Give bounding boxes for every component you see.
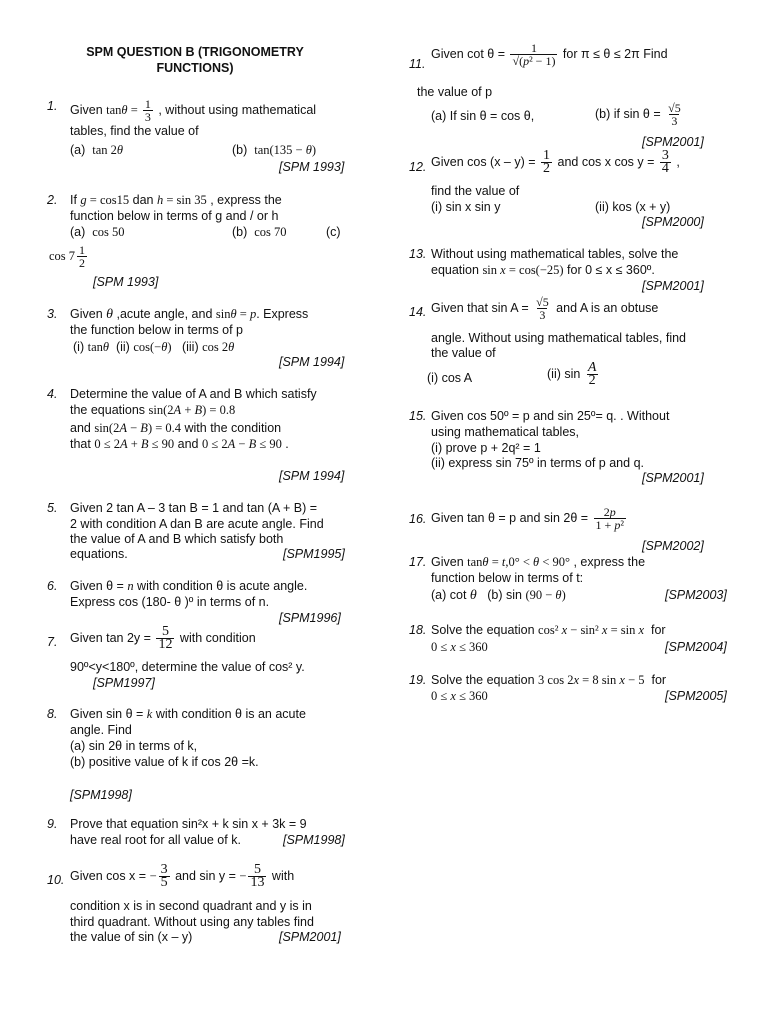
page-title: SPM QUESTION B (TRIGONOMETRY FUNCTIONS) — [86, 45, 304, 75]
